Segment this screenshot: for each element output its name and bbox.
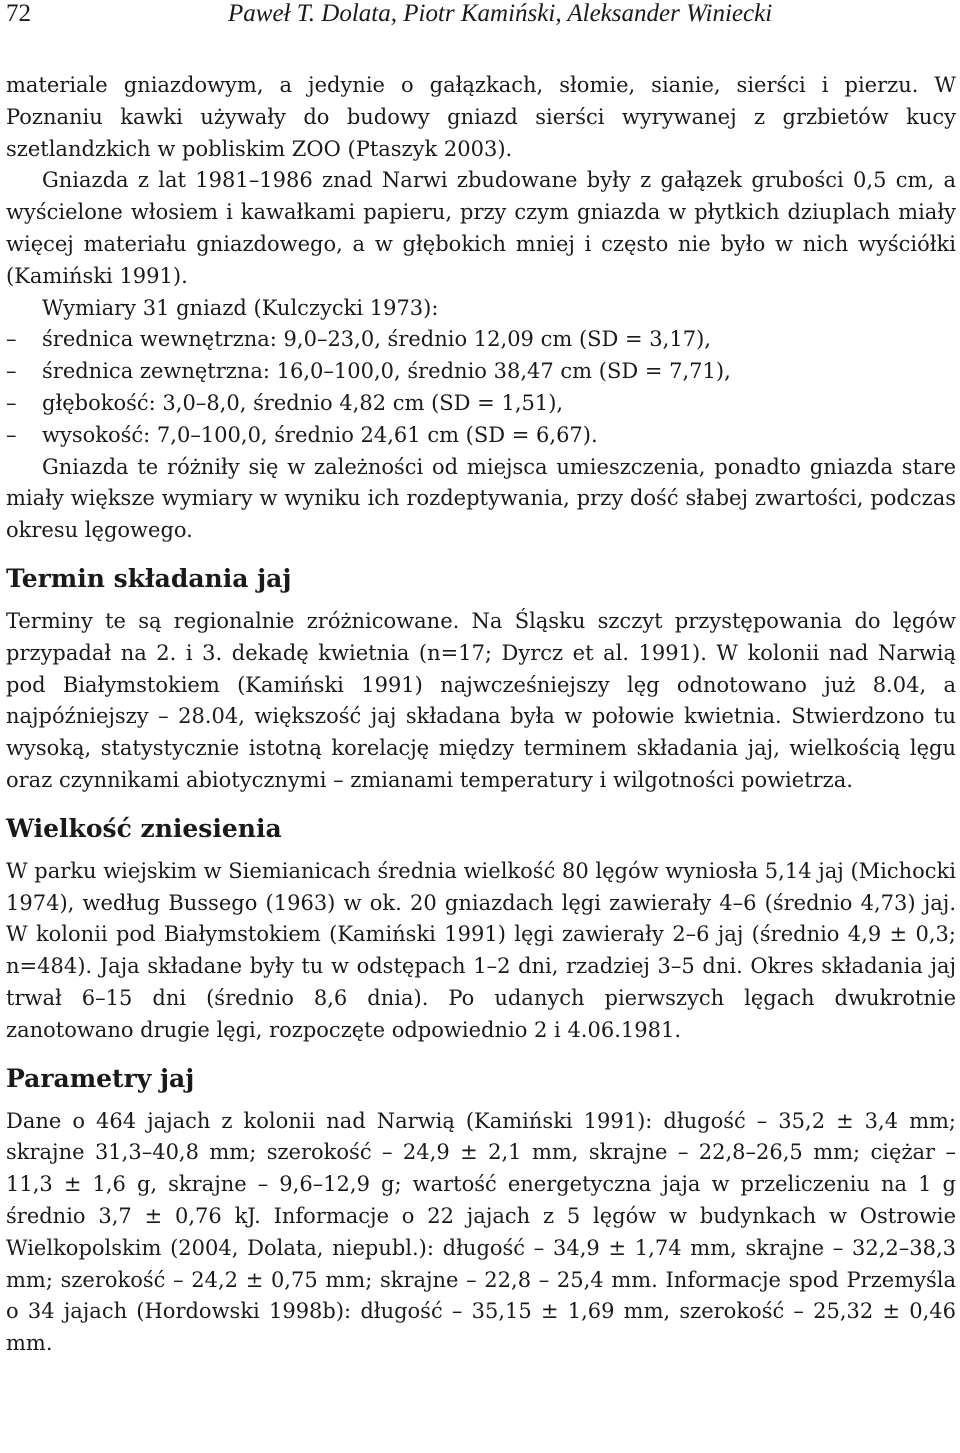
section-heading-clutch-size: Wielkość zniesienia — [6, 813, 282, 843]
running-header-authors: Paweł T. Dolata, Piotr Kamiński, Aleksander Winiecki — [228, 0, 773, 27]
paragraph-clutch-size: W parku wiejskim w Siemianicach średnia wielkość 80 lęgów wyniosła 5,14 jaj (Michocki 1974), według Bussego (1963) w ok. 20 gniazdach lęgi zawierały 4–6 (średnio 4,73) jaj. W kolonii pod Białymstokiem (Kamiński 1991) lęgi zawierały 2–6 jaj (średnio 4,9 ± 0,3; n=484). Jaja składane były tu w odstępach 1–2 dni, rzadziej 3–5 dni. Okres składania jaj trwał 6–15 dni (średnio 8,6 dnia). Po udanych pierwszych lęgach dwukrotnie zanotowano drugie lęgi, rozpoczęte odpowiednio 2 i 4.06.1981. — [6, 858, 956, 1042]
list-dash: – — [6, 327, 17, 352]
page-number: 72 — [6, 0, 31, 27]
list-item — [6, 388, 956, 420]
article-body — [6, 70, 956, 1360]
list-dash: – — [6, 359, 17, 384]
list-item-text: głębokość: 3,0–8,0, średnio 4,82 cm (SD = 1,51), — [42, 390, 564, 415]
list-item-text: wysokość: 7,0–100,0, średnio 24,61 cm (SD = 6,67). — [42, 422, 598, 447]
paragraph-nest-materials: materiale gniazdowym, a jedynie o gałązkach, słomie, sianie, sierści i pierzu. W Poznaniu kawki używały do budowy gniazd sierści wyrywanej z grzbietów kucy szetlandzkich w pobliskim ZOO (Ptaszyk 2003). — [6, 73, 956, 161]
section-heading-laying-dates: Termin składania jaj — [6, 563, 292, 593]
dimensions-list — [6, 324, 956, 451]
list-item-text: średnica wewnętrzna: 9,0–23,0, średnio 12,09 cm (SD = 3,17), — [42, 327, 711, 352]
paragraph-egg-parameters: Dane o 464 jajach z kolonii nad Narwią (Kamiński 1991): długość – 35,2 ± 3,4 mm; skrajne 31,3–40,8 mm; szerokość – 24,9 ± 2,1 mm, skrajne – 22,8–26,5 mm; ciężar – 11,3 ± 1,6 g, skrajne – 9,6–12,9 g; wartość energetyczna jaja w przeliczeniu na 1 g średnio 3,7 ± 0,76 kJ. Informacje o 22 jajach z 5 lęgów w budynkach w Ostrowie Wielkopolskim (2004, Dolata, niepubl.): długość – 34,9 ± 1,74 mm, skrajne – 32,2–38,3 mm; szerokość – 24,2 ± 0,75 mm; skrajne – 22,8 – 25,4 mm. Informacje spod Przemyśla o 34 jajach (Hordowski 1998b): długość – 35,15 ± 1,69 mm, szerokość – 25,32 ± 0,46 mm. — [6, 1108, 956, 1356]
paragraph-nest-differences: Gniazda te różniły się w zależności od miejsca umieszczenia, ponadto gniazda stare miały większe wymiary w wyniku ich rozdeptywania, przy dość słabej zwartości, podczas okresu lęgowego. — [6, 454, 956, 543]
paragraph-narew-nests: Gniazda z lat 1981–1986 znad Narwi zbudowane były z gałązek grubości 0,5 cm, a wyścielone włosiem i kawałkami papieru, przy czym gniazda w płytkich dziuplach miały więcej materiału gniazdowego, a w głębokich mniej i często nie było w nich wyściółki (Kamiński 1991). — [6, 168, 956, 288]
list-item — [6, 324, 956, 356]
list-item-text: średnica zewnętrzna: 16,0–100,0, średnio 38,47 cm (SD = 7,71), — [42, 359, 731, 384]
list-dash: – — [6, 390, 17, 415]
paragraph-dimensions-intro: Wymiary 31 gniazd (Kulczycki 1973): — [42, 295, 439, 320]
list-dash: – — [6, 422, 17, 447]
section-heading-egg-parameters: Parametry jaj — [6, 1063, 195, 1093]
list-item — [6, 356, 956, 388]
list-item — [6, 420, 956, 452]
running-header — [6, 0, 946, 28]
paragraph-laying-dates: Terminy te są regionalnie zróżnicowane. Na Śląsku szczyt przystępowania do lęgów przypadał na 2. i 3. dekadę kwietnia (n=17; Dyrcz et al. 1991). W kolonii nad Narwią pod Białymstokiem (Kamiński 1991) najwcześniejszy lęg odnotowano już 8.04, a najpóźniejszy – 28.04, większość jaj składana była w połowie kwietnia. Stwierdzono tu wysoką, statystycznie istotną korelację między terminem składania jaj, wielkością lęgu oraz czynnikami abiotycznymi – zmianami temperatury i wilgotności powietrza. — [6, 608, 956, 792]
